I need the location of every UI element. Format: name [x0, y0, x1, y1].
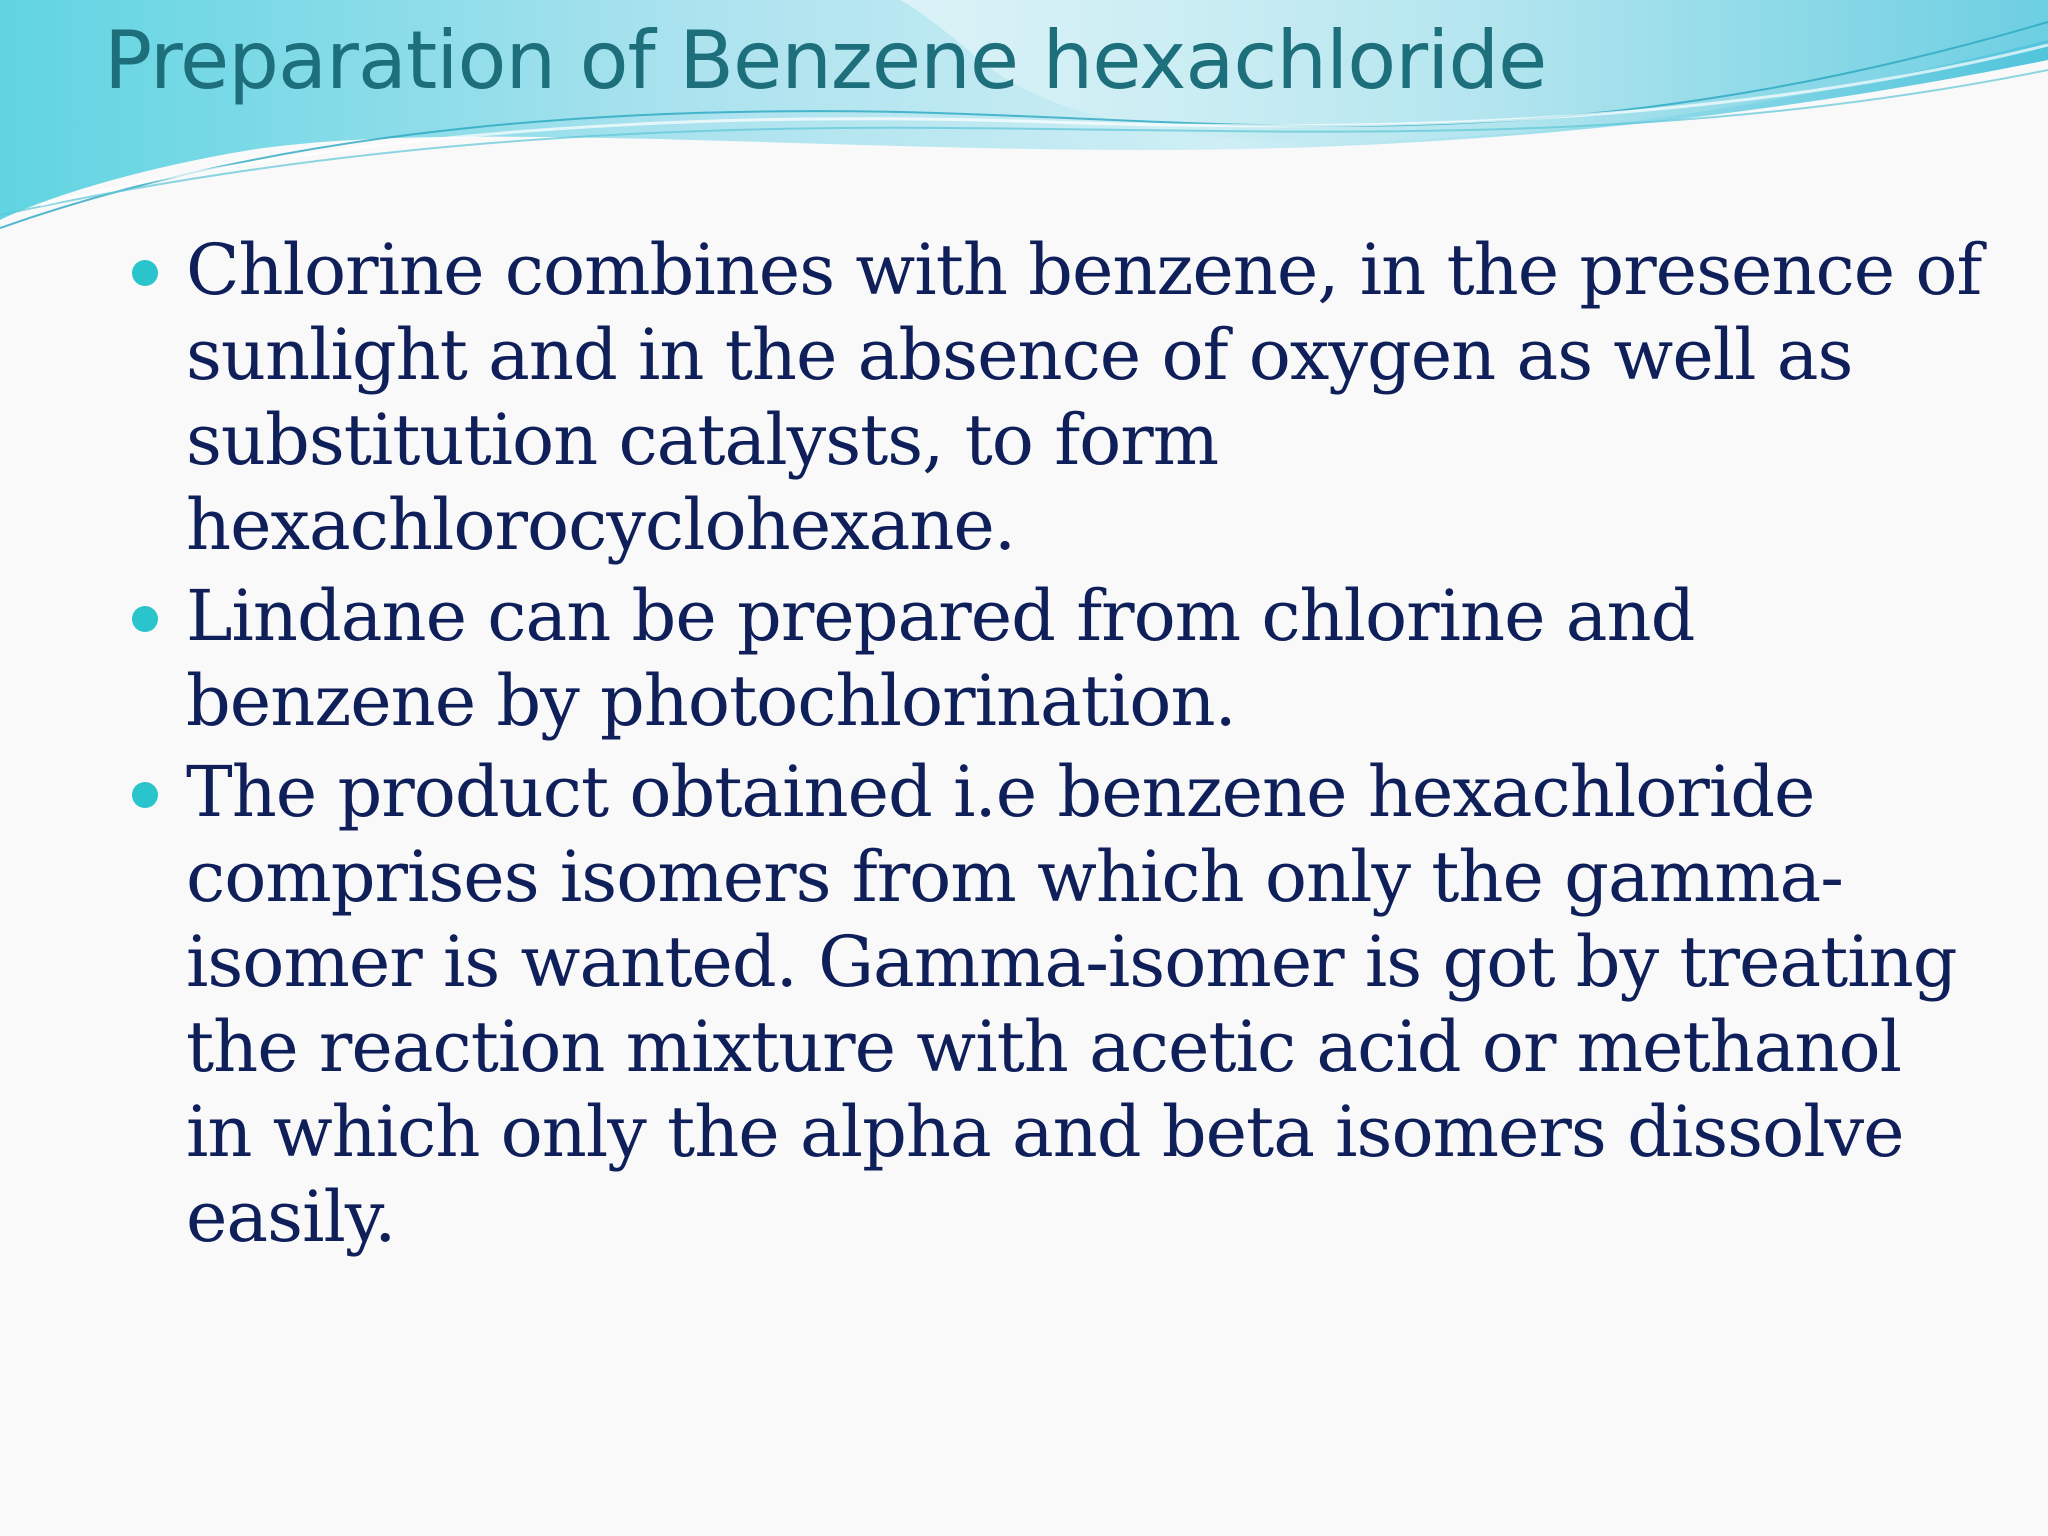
bullet-list	[186, 228, 1986, 1266]
slide-title: Preparation of Benzene hexachloride	[104, 14, 1547, 107]
bullet-dot-icon	[132, 606, 158, 632]
bullet-text: Lindane can be prepared from chlorine and benzene by photochlorination.	[186, 575, 1695, 742]
bullet-dot-icon	[132, 782, 158, 808]
bullet-item	[186, 574, 1986, 744]
bullet-item	[186, 228, 1986, 568]
bullet-item	[186, 750, 1986, 1260]
bullet-dot-icon	[132, 260, 158, 286]
bullet-text: Chlorine combines with benzene, in the presence of sunlight and in the absence of oxygen as well as substitution catalysts, to form hexachlorocyclohexane.	[186, 229, 1982, 566]
bullet-text: The product obtained i.e benzene hexachloride comprises isomers from which only the gamma-isomer is wanted. Gamma-isomer is got by treating the reaction mixture with acetic acid or methanol in which only the alpha and beta isomers dissolve easily.	[186, 751, 1957, 1258]
